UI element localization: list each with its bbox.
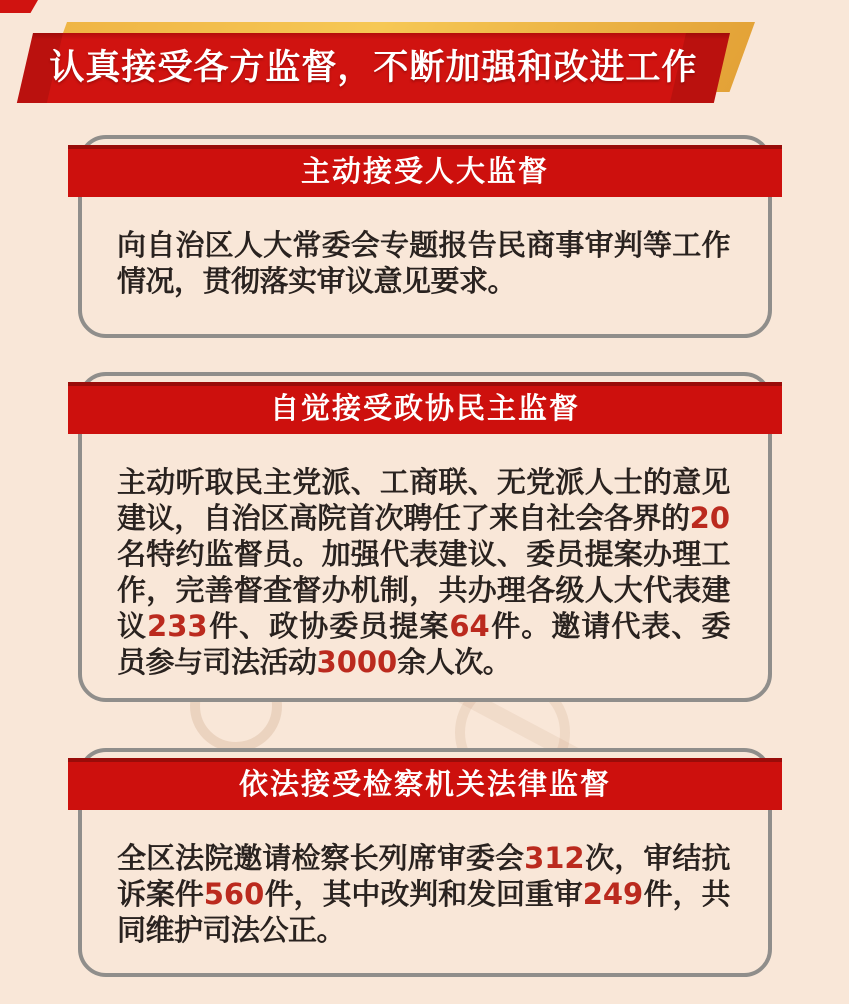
section-title: 依法接受检察机关法律监督 xyxy=(238,767,611,801)
section-header-bar xyxy=(68,382,782,434)
section-body-text: 向自治区人大常委会专题报告民商事审判等工作情况，贯彻落实审议意见要求。 xyxy=(117,228,730,298)
section-card-procuratorate-supervision xyxy=(78,748,772,977)
corner-ribbon-accent xyxy=(0,0,38,13)
section-body-text: 全区法院邀请检察长列席审委会312次，审结抗诉案件560件，其中改判和发回重审249件，共同维护司法公正。 xyxy=(117,841,730,947)
section-card-cppcc-supervision xyxy=(78,372,772,702)
page-title: 认真接受各方监督，不断加强和改进工作 xyxy=(49,48,698,88)
section-header-bar xyxy=(68,145,782,197)
section-card-npc-supervision xyxy=(78,135,772,338)
banner-ribbon xyxy=(17,33,730,103)
section-title: 自觉接受政协民主监督 xyxy=(269,391,580,425)
section-body-text: 主动听取民主党派、工商联、无党派人士的意见建议，自治区高院首次聘任了来自社会各界的20名特约监督员。加强代表建议、委员提案办理工作，完善督查督办机制，共办理各级人大代表建议233件、政协委员提案64件。邀请代表、委员参与司法活动3000余人次。 xyxy=(117,465,730,679)
section-header-bar xyxy=(68,758,782,810)
section-title: 主动接受人大监督 xyxy=(300,154,549,188)
